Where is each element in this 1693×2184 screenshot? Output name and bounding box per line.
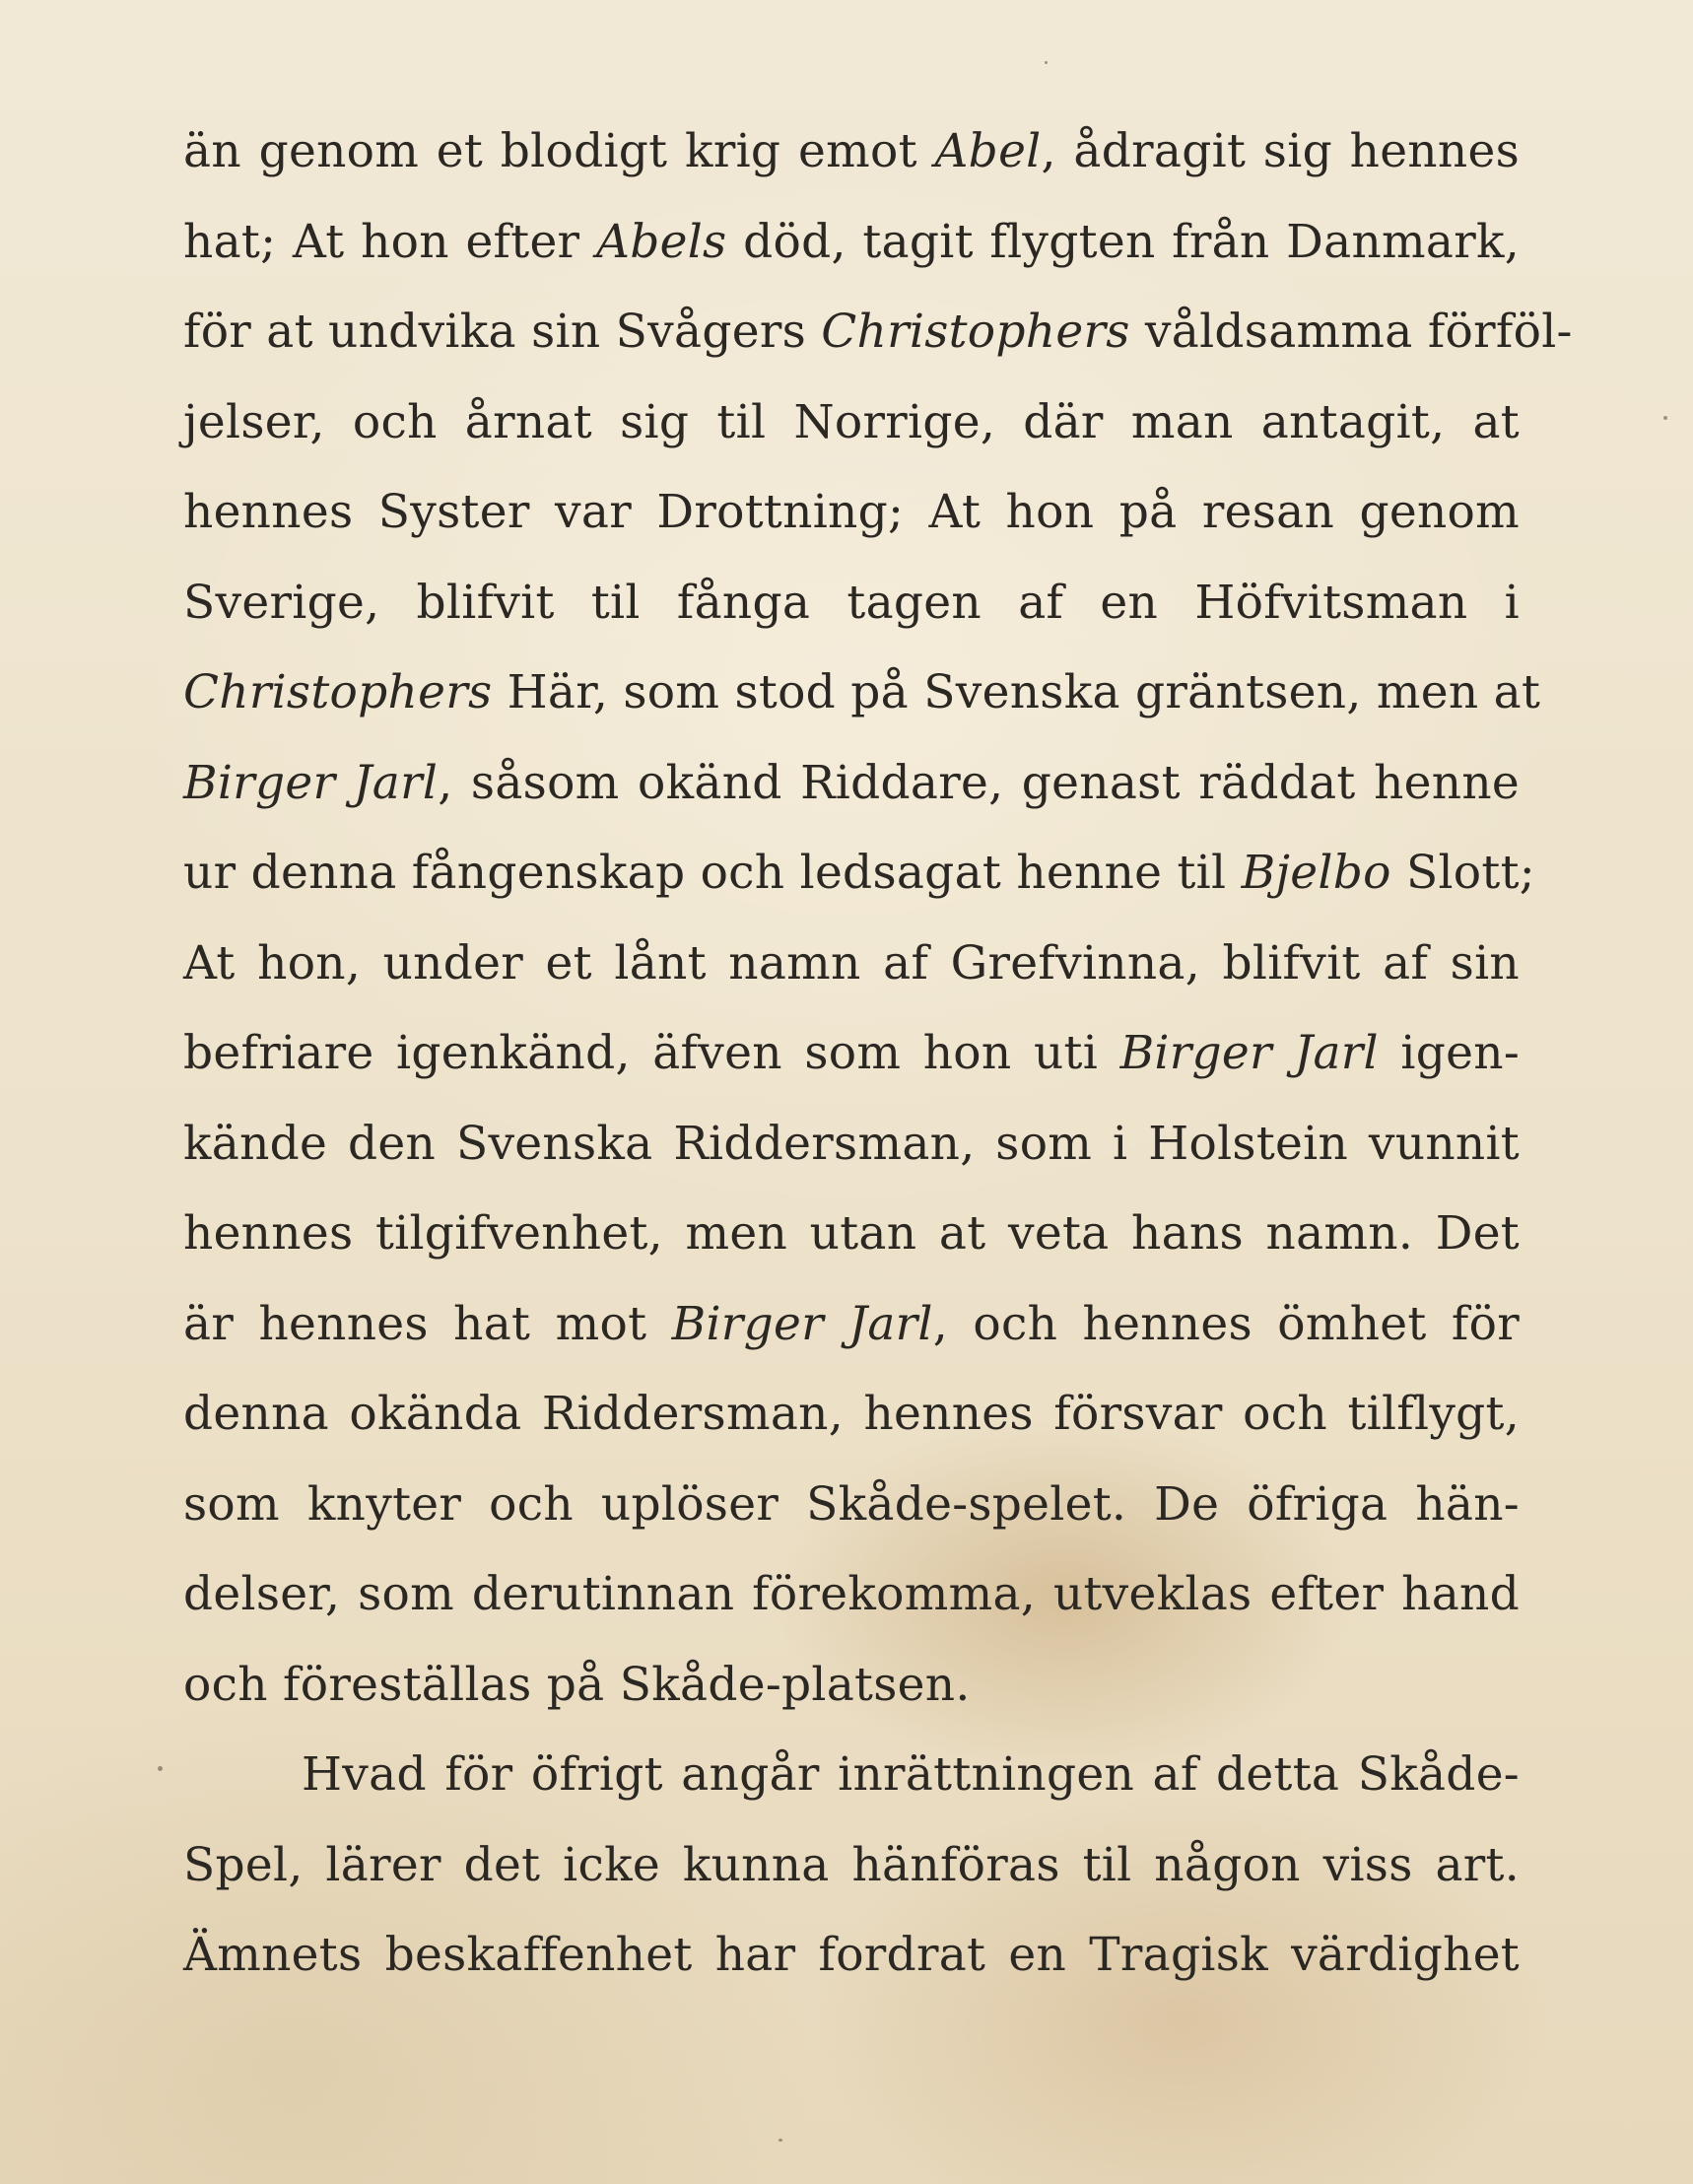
- text-run: Hvad för öfrigt angår inrättningen af detta Skåde-: [302, 1747, 1520, 1802]
- text-line-19: [183, 1730, 1520, 1820]
- text-line-12: [183, 1099, 1520, 1190]
- italic-name: Abel: [934, 124, 1042, 178]
- text-line-13: [183, 1189, 1520, 1279]
- text-run: , ådragit sig hennes: [1041, 124, 1520, 178]
- italic-name: Christophers: [821, 305, 1130, 359]
- text-run: , såsom okänd Riddare, genast räddat henne: [438, 755, 1521, 810]
- text-line-18: [183, 1640, 1520, 1731]
- text-line-7: [183, 648, 1541, 738]
- text-line-20: [183, 1820, 1520, 1911]
- text-line-16: [183, 1460, 1520, 1550]
- italic-name: Christophers: [183, 665, 493, 719]
- text-line-6: [183, 558, 1520, 648]
- text-run: jelser, och årnat sig til Norrige, där man antagit, at: [183, 394, 1520, 449]
- text-line-21: [183, 1910, 1520, 2001]
- text-run: våldsamma förföl-: [1129, 305, 1573, 359]
- text-line-14: [183, 1279, 1520, 1370]
- paper-speck: [1045, 61, 1048, 64]
- paper-speck: [779, 2139, 782, 2142]
- text-run: denna okända Riddersman, hennes försvar och tilflygt,: [183, 1387, 1520, 1441]
- text-line-2: [183, 197, 1520, 288]
- italic-name: Bjelbo: [1241, 846, 1391, 900]
- text-line-10: [183, 919, 1520, 1009]
- text-run: ur denna fångenskap och ledsagat henne til: [183, 846, 1242, 900]
- text-line-5: [183, 467, 1520, 558]
- text-run: är hennes hat mot: [183, 1296, 672, 1351]
- text-run: , och hennes ömhet för: [932, 1296, 1520, 1351]
- text-run: än genom et blodigt krig emot: [183, 124, 935, 178]
- text-run: Slott;: [1390, 846, 1535, 900]
- text-line-11: [183, 1008, 1520, 1099]
- text-run: befriare igenkänd, äfven som hon uti: [183, 1026, 1120, 1080]
- text-run: hennes tilgifvenhet, men utan at veta hans namn. Det: [183, 1206, 1520, 1261]
- text-line-15: [183, 1369, 1520, 1460]
- italic-name: Birger Jarl: [183, 755, 439, 810]
- text-line-4: [183, 377, 1520, 468]
- text-run: delser, som derutinnan förekomma, utveklas efter hand: [183, 1567, 1520, 1621]
- text-run: Här, som stod på Svenska gräntsen, men at: [492, 665, 1541, 719]
- page-text: [183, 106, 1573, 2001]
- text-run: för at undvika sin Svågers: [183, 305, 822, 359]
- text-run: kände den Svenska Riddersman, som i Holstein vunnit: [183, 1116, 1520, 1171]
- text-line-1: [183, 106, 1520, 197]
- text-run: igen-: [1378, 1026, 1520, 1080]
- text-run: död, tagit flygten från Danmark,: [726, 214, 1520, 269]
- text-run: Sverige, blifvit til fånga tagen af en Höfvitsman i: [183, 575, 1520, 630]
- text-line-8: [183, 738, 1520, 829]
- paper-speck: [1663, 416, 1667, 420]
- text-line-9: [183, 828, 1535, 919]
- text-run: som knyter och uplöser Skåde-spelet. De öfriga hän-: [183, 1476, 1520, 1532]
- text-run: Spel, lärer det icke kunna hänföras til någon viss art.: [183, 1837, 1520, 1892]
- text-run: Ämnets beskaffenhet har fordrat en Tragisk värdighet: [183, 1928, 1520, 1982]
- italic-name: Abels: [595, 214, 727, 269]
- italic-name: Birger Jarl: [671, 1296, 933, 1351]
- text-line-3: [183, 287, 1573, 377]
- paper-speck: [158, 1766, 163, 1771]
- text-run: hennes Syster var Drottning; At hon på resan genom: [183, 485, 1520, 539]
- text-line-17: [183, 1549, 1520, 1640]
- text-run: At hon, under et lånt namn af Grefvinna, blifvit af sin: [183, 935, 1520, 990]
- italic-name: Birger Jarl: [1119, 1026, 1379, 1080]
- text-run: och föreställas på Skåde-platsen.: [183, 1657, 971, 1712]
- text-run: hat; At hon efter: [183, 214, 596, 269]
